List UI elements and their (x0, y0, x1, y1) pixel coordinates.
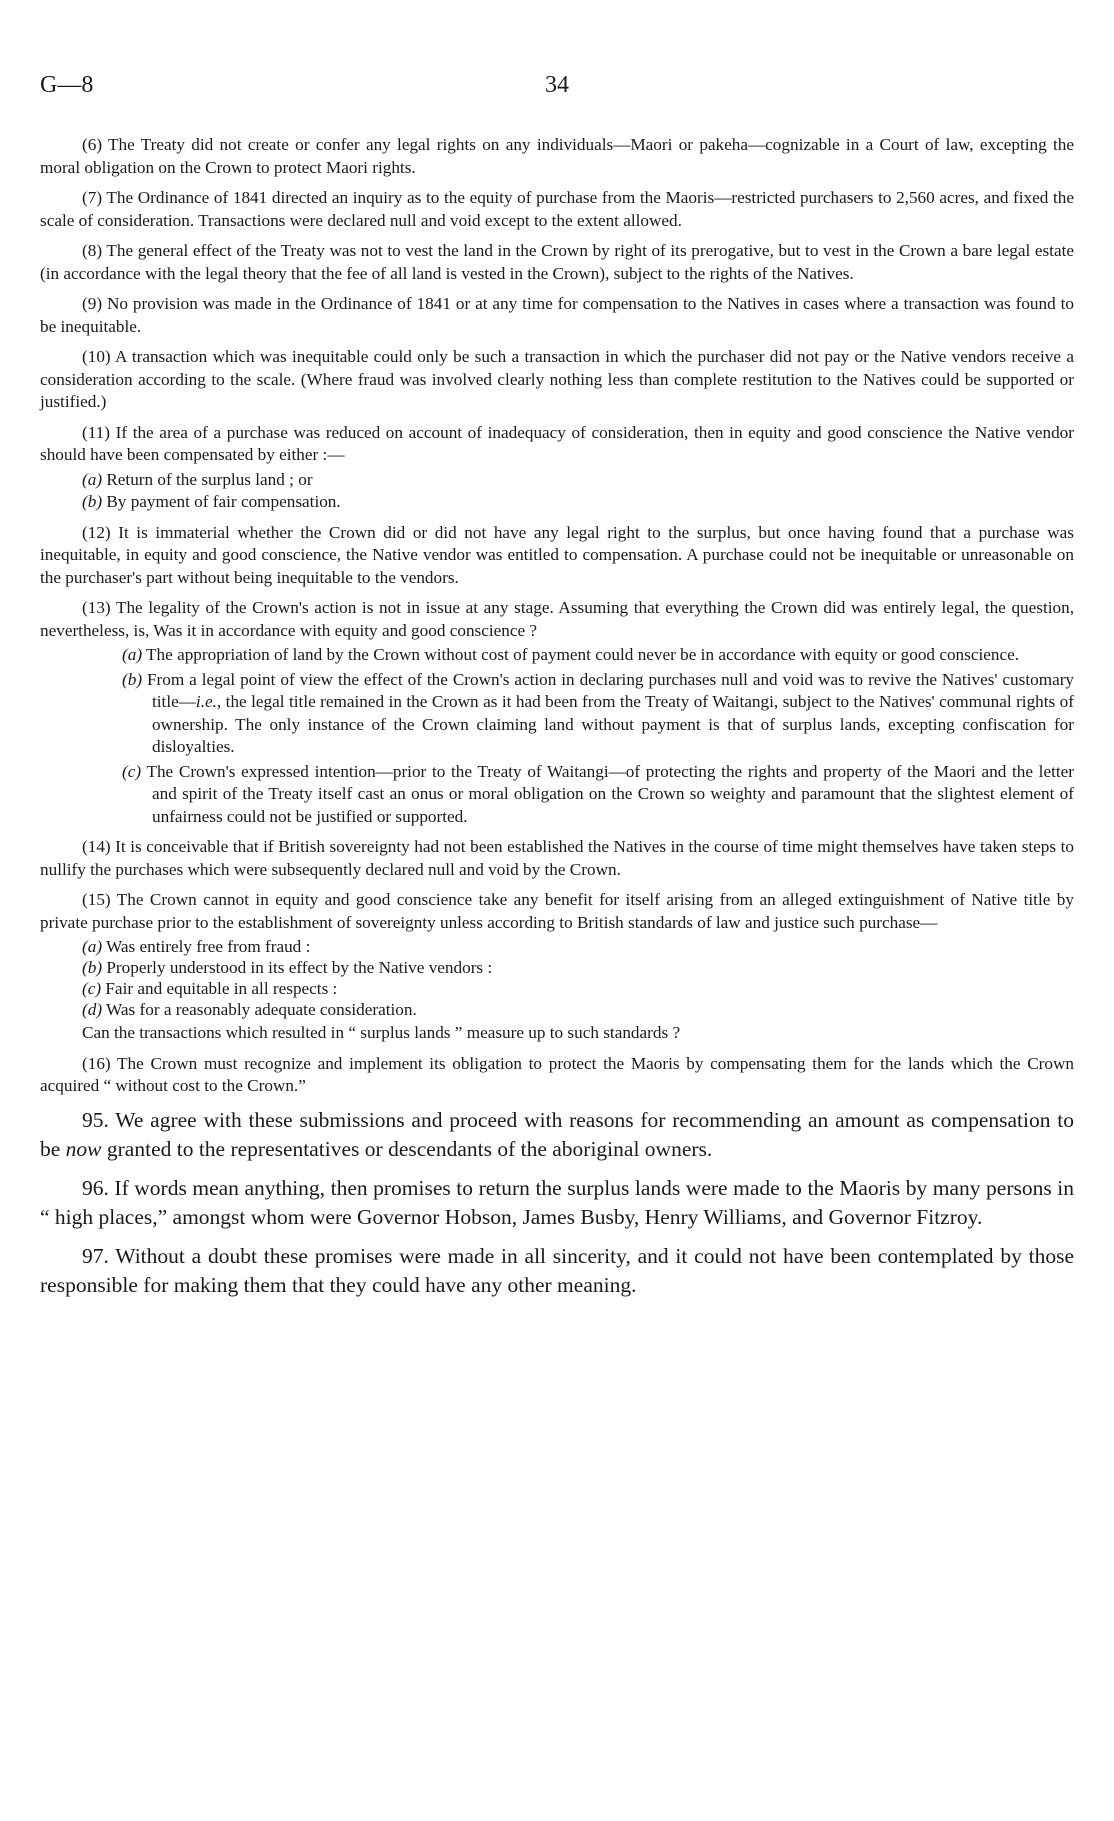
paragraph-97: 97. Without a doubt these promises were made in all sincerity, and it could not have been contemplated by those responsible for making them that they could have any other meaning. (40, 1243, 1074, 1297)
item-label: (b) (122, 669, 143, 689)
item-text: From a legal point of view the effect of the Crown's action in declaring purchases null and void was to revive the Natives' customary title— (147, 669, 1075, 711)
emphasis: now (65, 1136, 102, 1161)
item-text: , the legal title remained in the Crown as it had been from the Treaty of Waitangi, subject to the Natives' communal rights of ownership. The only instance of the Crown claiming land without payment is that of surplus lands, excepting confiscation for disloyalties. (152, 692, 1074, 756)
paragraph-text: 95. We agree with these submissions and proceed with reasons for recommending an amount as compensation to be (40, 1107, 1074, 1161)
sub-list (40, 644, 1074, 828)
list-item (40, 936, 1074, 957)
submission-paragraph: (9) No provision was made in the Ordinance of 1841 or at any time for compensation to the Natives in cases where a transaction was found to be inequitable. (40, 294, 1074, 336)
list-item (40, 669, 1074, 759)
submission-paragraph: (12) It is immaterial whether the Crown did or did not have any legal right to the surplus, but once having found that a purchase was inequitable, in equity and good conscience, the Native vendor was entitled to compensation. A purchase could not be inequitable or unreasonable on the purchaser's part without being inequitable to the vendors. (40, 522, 1074, 587)
question-line: Can the transactions which resulted in “ surplus lands ” measure up to such standards ? (82, 1023, 681, 1042)
list-item (40, 761, 1074, 829)
item-label: (a) (82, 469, 103, 489)
document-code: G—8 (40, 72, 94, 98)
item-label: (d) (82, 1000, 103, 1019)
submission-paragraph: (14) It is conceivable that if British sovereignty had not been established the Natives in the course of time might themselves have taken steps to nullify the purchases which were subsequently declared null and void by the Crown. (40, 837, 1074, 879)
list-item (40, 469, 1074, 492)
item-text: Was entirely free from fraud : (106, 937, 311, 956)
sub-list (40, 469, 1074, 514)
page-number: 34 (545, 72, 569, 98)
sub-list (40, 936, 1074, 1020)
paragraph-95 (40, 1106, 1074, 1164)
list-item (40, 491, 1074, 514)
paragraph-96: 96. If words mean anything, then promises to return the surplus lands were made to the Maoris by many persons in “ high places,” amongst whom were Governor Hobson, James Busby, Henry Williams, and Governor Fitzroy. (40, 1175, 1074, 1229)
item-label: (c) (82, 979, 102, 998)
item-text: The appropriation of land by the Crown without cost of payment could never be in accordance with equity or good conscience. (146, 645, 1020, 664)
submission-paragraph: (13) The legality of the Crown's action is not in issue at any stage. Assuming that everything the Crown did was entirely legal, the question, nevertheless, is, Was it in accordance with equity and good conscience ? (40, 598, 1074, 640)
list-item (40, 999, 1074, 1020)
item-text: Fair and equitable in all respects : (105, 979, 338, 998)
item-text: By payment of fair compensation. (106, 492, 341, 511)
list-item (40, 957, 1074, 978)
submission-paragraph: (11) If the area of a purchase was reduced on account of inadequacy of consideration, then in equity and good conscience the Native vendor should have been compensated by either :— (40, 422, 1074, 464)
item-label: (a) (82, 937, 103, 956)
item-label: (b) (82, 492, 103, 511)
item-text: Was for a reasonably adequate consideration. (106, 1000, 417, 1019)
submission-paragraph: (10) A transaction which was inequitable could only be such a transaction in which the purchaser did not pay or the Native vendors receive a consideration according to the scale. (Where fraud was involved clearly nothing less than complete restitution to the Natives could be supported or justified.) (40, 347, 1074, 411)
item-text: The Crown's expressed intention—prior to the Treaty of Waitangi—of protecting the rights and property of the Maori and the letter and spirit of the Treaty itself cast an onus or moral obligation on the Crown so weighty and paramount that the slightest element of unfairness could not be justified or supported. (146, 761, 1074, 826)
emphasis: i.e. (195, 692, 217, 711)
submission-paragraph: (7) The Ordinance of 1841 directed an inquiry as to the equity of purchase from the Maoris—restricted purchasers to 2,560 acres, and fixed the scale of consideration. Transactions were declared null and void except to the extent allowed. (40, 188, 1074, 230)
item-label: (c) (122, 761, 142, 781)
item-text: Return of the surplus land ; or (106, 469, 313, 489)
list-item (40, 978, 1074, 999)
submission-paragraph: (6) The Treaty did not create or confer any legal rights on any individuals—Maori or pakeha—cognizable in a Court of law, excepting the moral obligation on the Crown to protect Maori rights. (40, 135, 1074, 177)
item-label: (b) (82, 958, 103, 977)
page-body (40, 134, 1074, 1310)
submission-paragraph: (16) The Crown must recognize and implement its obligation to protect the Maoris by compensating them for the lands which the Crown acquired “ without cost to the Crown.” (40, 1053, 1074, 1095)
list-item (40, 644, 1074, 667)
submission-paragraph: (8) The general effect of the Treaty was not to vest the land in the Crown by right of its prerogative, but to vest in the Crown a bare legal estate (in accordance with the legal theory that the fee of all land is vested in the Crown), subject to the rights of the Natives. (40, 241, 1074, 283)
submission-paragraph: (15) The Crown cannot in equity and good conscience take any benefit for itself arising from an alleged extinguishment of Native title by private purchase prior to the establishment of sovereignty unless according to British standards of law and justice such purchase— (40, 890, 1074, 932)
page-header (40, 72, 1074, 102)
item-text: Properly understood in its effect by the Native vendors : (106, 958, 493, 977)
paragraph-text: granted to the representatives or descendants of the aboriginal owners. (101, 1136, 713, 1161)
item-label: (a) (122, 645, 143, 664)
